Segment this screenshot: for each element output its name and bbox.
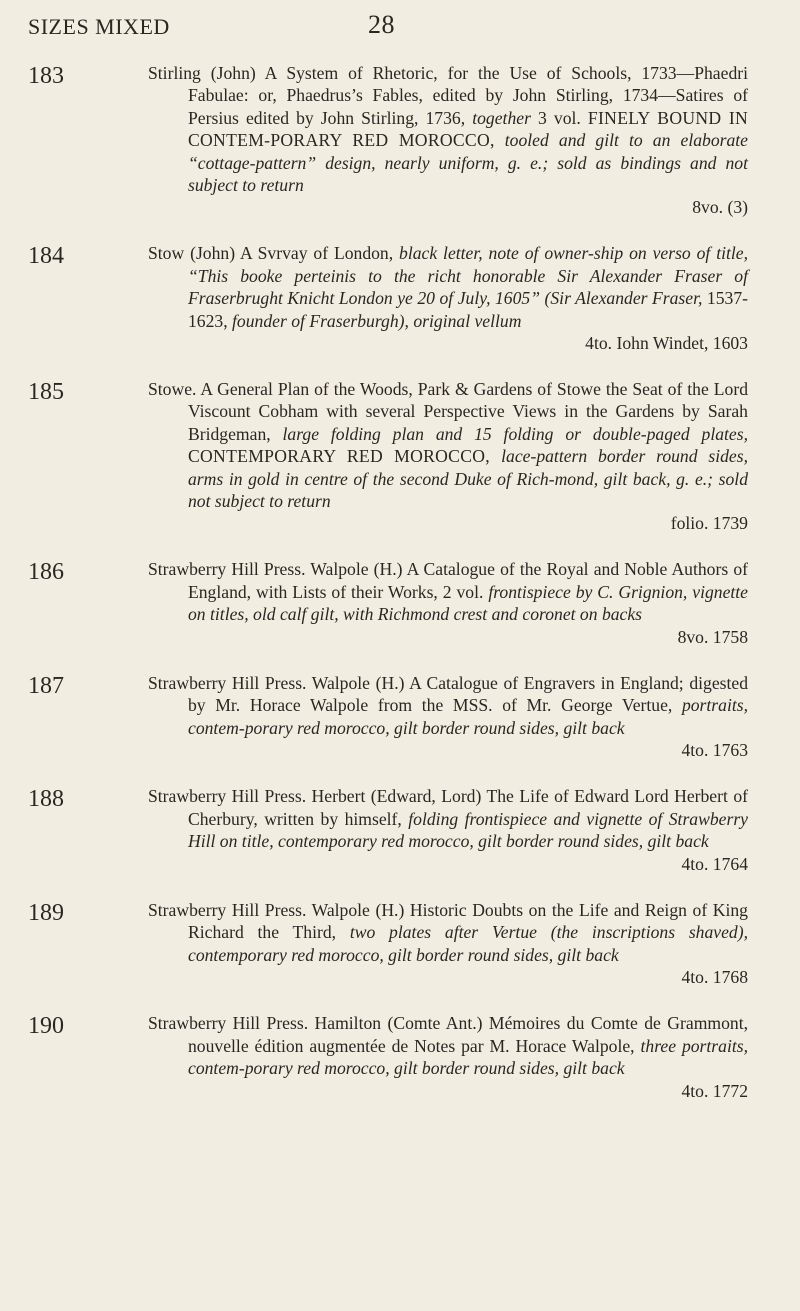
- lot-description-segment: tooled and gilt to an elaborate “cottage-pattern” design, nearly uniform, g. e.; sold as bindings and not subject to return: [188, 130, 748, 196]
- lot-number: 189: [28, 899, 64, 926]
- lot-description: [148, 672, 748, 762]
- lot-imprint: 8vo. (3): [692, 197, 748, 218]
- lot-description-segment: black letter, note of owner-ship on verso of title, “This booke perteinis to the richt honorable Sir Alexander Fraser of Fraserbrught Knicht London ye 20 of July, 1605” (Sir Alexander Fraser,: [188, 243, 748, 309]
- lot-description-segment: two plates after Vertue (the inscriptions shaved), contemporary red morocco, gilt border round sides, gilt back: [188, 922, 748, 965]
- lot-imprint: 4to. 1772: [681, 1080, 748, 1101]
- lot-description-segment: Strawberry Hill Press. Walpole (H.) A Catalogue of Engravers in England; digested by Mr. Horace Walpole from the MSS. of Mr. George Vertue,: [148, 672, 748, 716]
- lot-description-segment: lace-pattern border round sides, arms in gold in centre of the second Duke of Rich-mond, gilt back, g. e.; sold not subject to return: [188, 446, 748, 512]
- lot-imprint: folio. 1739: [670, 513, 748, 534]
- lot-imprint: 4to. 1768: [681, 967, 748, 988]
- lot-description-segment: Strawberry Hill Press. Walpole (H.) A Catalogue of the Royal and Noble Authors of England, with Lists of their Works, 2 vol.: [148, 559, 748, 602]
- lot-description-segment: three portraits, contem-porary red morocco, gilt border round sides, gilt back: [188, 1035, 748, 1079]
- lot-description-segment: Strawberry Hill Press. Herbert (Edward, Lord) The Life of Edward Lord Herbert of Cherbury, written by himself,: [148, 786, 748, 829]
- lot-number: 188: [28, 786, 64, 813]
- lot-description-segment: portraits, contem-porary red morocco, gilt border round sides, gilt back: [188, 695, 748, 738]
- lot-description: [148, 558, 748, 648]
- page-number: 28: [368, 10, 395, 39]
- lot-description-segment: FINELY BOUND IN CONTEM-PORARY RED MOROCCO,: [188, 107, 748, 151]
- lot-description-segment: frontispiece by C. Grignion, vignette on titles, old calf gilt, with Richmond crest and coronet on backs: [188, 581, 748, 625]
- lot-description: [148, 899, 748, 989]
- lot-description-segment: Strawberry Hill Press. Hamilton (Comte Ant.) Mémoires du Comte de Grammont, nouvelle édition augmentée de Notes par M. Horace Walpole,: [148, 1013, 748, 1056]
- lot-description-segment: 3 vol.: [530, 107, 588, 128]
- lot-description: [148, 378, 748, 535]
- lot-description: [148, 62, 748, 219]
- lot-number: 186: [28, 559, 64, 586]
- lot-number: 183: [28, 63, 64, 89]
- lot-description-segment: Stirling (John) A System of Rhetoric, for the Use of Schools, 1733—Phaedri Fabulae: or, Phaedrus’s Fables, edited by John Stirling, 1734—Satires of Persius edited by John Stirling, 1736,: [148, 63, 748, 128]
- lot-description: [148, 785, 748, 875]
- lot-description-segment: Stowe. A General Plan of the Woods, Park & Gardens of Stowe the Seat of the Lord Viscount Cobham with several Perspective Views in the Gardens by Sarah Bridgeman,: [148, 378, 748, 444]
- lot-description-segment: folding frontispiece and vignette of Strawberry Hill on title, contemporary red morocco, gilt border round sides, gilt back: [188, 808, 748, 852]
- lot-imprint: 4to. Iohn Windet, 1603: [585, 333, 748, 354]
- page-header: [28, 10, 788, 44]
- lot-description: [148, 242, 748, 354]
- lot-imprint: 4to. 1763: [681, 740, 748, 761]
- lot-description-segment: Strawberry Hill Press. Walpole (H.) Historic Doubts on the Life and Reign of King Richard the Third,: [148, 899, 748, 943]
- lot-description-segment: founder of Fraserburgh), original vellum: [232, 310, 522, 331]
- running-head: SIZES MIXED: [28, 14, 170, 39]
- lot-imprint: 4to. 1764: [681, 853, 748, 874]
- lot-description-segment: large folding plan and 15 folding or double-paged plates,: [282, 423, 748, 444]
- lot-imprint: 8vo. 1758: [677, 626, 748, 647]
- lot-description-segment: 1537-1623,: [188, 288, 748, 331]
- lot-description-segment: together: [472, 107, 531, 128]
- lot-description-segment: Stow (John) A Svrvay of London,: [148, 243, 400, 264]
- lot-description-segment: CONTEMPORARY RED MOROCCO,: [188, 446, 502, 467]
- lot-number: 184: [28, 243, 64, 270]
- lot-number: 190: [28, 1013, 64, 1040]
- lot-number: 187: [28, 672, 64, 699]
- lot-description: [148, 1012, 748, 1102]
- lot-number: 185: [28, 378, 64, 405]
